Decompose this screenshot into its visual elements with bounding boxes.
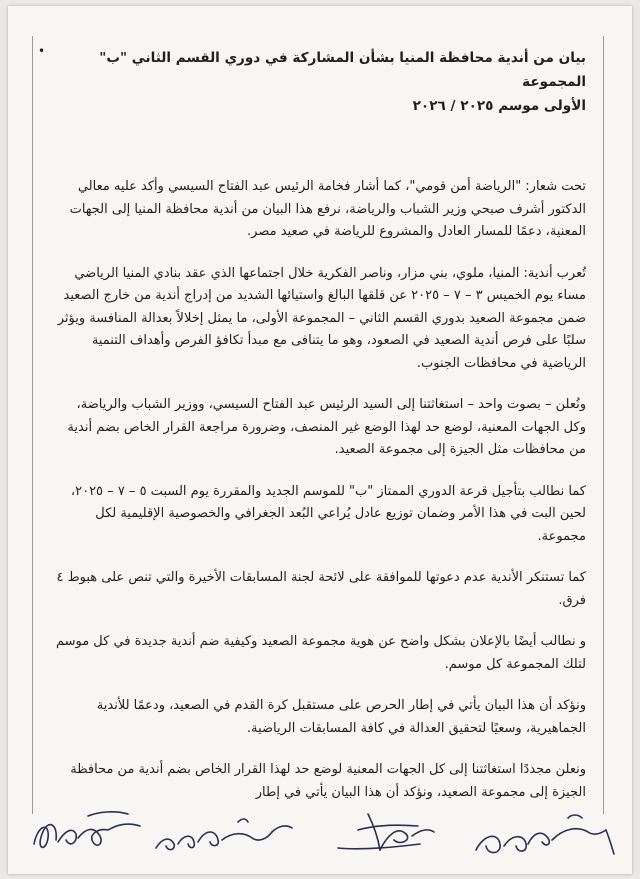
title-line-2: الأولى موسم ٢٠٢٥ / ٢٠٢٦ xyxy=(412,98,586,114)
letter-body xyxy=(52,46,586,804)
paragraph-clubs-concern: تُعرب أندية: المنيا، ملوي، بني مزار، وناصر الفكرية خلال اجتماعها الذي عقد بنادي المنيا الرياضي مساء يوم الخميس ٣ – ٧ – ٢٠٢٥ عن قلقها البالغ واستيائها الشديد من إدراج أندية من خارج الصعيد ضمن مجموعة الصعيد بدوري القسم الثاني – المجموعة الأولى، ما يمثل إخلالاً بعدالة المنافسة ويؤثر سلبًا على فرص أندية الصعيد في الصعود، وهو ما يتنافى مع مبدأ تكافؤ الفرص وأهداف التنمية الرياضية في محافظات الجنوب. xyxy=(57,265,586,371)
signature-4-strokes xyxy=(468,804,618,868)
right-margin-rule xyxy=(603,36,604,814)
margin-mark: • xyxy=(38,44,46,58)
paragraph-renewed-appeal: ونعلن مجددًا استغاثتنا إلى كل الجهات المعنية لوضع حد لهذا القرار الخاص بضم أندية من محافظة الجيزة إلى مجموعة الصعيد، ونؤكد أن هذا البيان يأتي في إطار xyxy=(70,762,586,800)
paragraph-group-identity: و نطالب أيضًا بالإعلان بشكل واضح عن هوية مجموعة الصعيد وكيفية ضم أندية جديدة في كل موسم لتلك المجموعة كل موسم. xyxy=(55,634,586,672)
signature-3 xyxy=(328,804,438,868)
signature-4 xyxy=(468,804,618,868)
statement-title xyxy=(52,46,586,118)
title-line-1: بيان من أندية محافظة المنيا بشأن المشاركة في دوري القسم الثاني "ب" المجموعة xyxy=(99,50,586,90)
document-page xyxy=(8,6,632,874)
signatures-row xyxy=(28,804,610,868)
signature-2 xyxy=(148,804,298,868)
left-margin-rule xyxy=(32,36,33,814)
signature-2-strokes xyxy=(148,804,298,868)
paragraph-appeal: ونُعلن – بصوت واحد – استغاثتنا إلى السيد الرئيس عبد الفتاح السيسي، ووزير الشباب والرياضة، وكل الجهات المعنية، لوضع حد لهذا الوضع غير المنصف، وضرورة مراجعة القرار الخاص بضم أندية من محافظات مثل الجيزة إلى مجموعة الصعيد. xyxy=(67,397,586,457)
signature-1 xyxy=(28,804,148,868)
paragraph-relegation-rule: كما تستنكر الأندية عدم دعوتها للموافقة على لائحة لجنة المسابقات الأخيرة والتي تنص على هبوط ٤ فرق. xyxy=(56,570,586,608)
signature-3-strokes xyxy=(328,804,438,868)
paragraph-affirmation: ونؤكد أن هذا البيان يأتي في إطار الحرص على مستقبل كرة القدم في الصعيد، ودعمًا للأندية الجماهيرية، وسعيًا لتحقيق العدالة في كافة المسابقات الرياضية. xyxy=(96,698,586,736)
paragraph-postpone-draw: كما نطالب بتأجيل قرعة الدوري الممتاز "ب" للموسم الجديد والمقررة يوم السبت ٥ – ٧ – ٢٠٢٥، لحين البت في هذا الأمر وضمان توزيع عادل يُراعي البُعد الجغرافي والخصوصية الإقليمية لكل مجموعة. xyxy=(70,483,586,544)
signature-1-strokes xyxy=(28,804,148,868)
paragraph-slogan: تحت شعار: "الرياضة أمن قومي"، كما أشار فخامة الرئيس عبد الفتاح السيسي وأكد عليه معالي الدكتور أشرف صبحي وزير الشباب والرياضة، نرفع هذا البيان من أندية محافظة المنيا إلى الجهات المعنية، دعمًا للمسار العادل والمشروع للرياضة في صعيد مصر. xyxy=(69,179,586,239)
